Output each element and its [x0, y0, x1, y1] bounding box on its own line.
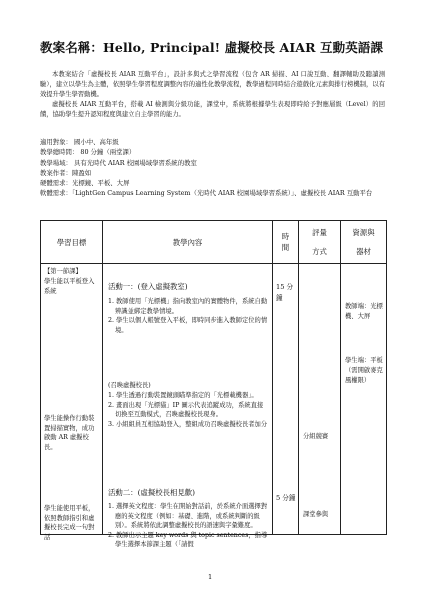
page-number: 1: [208, 573, 213, 581]
activity2-step: 1. 選擇英文程度：學生在開始對話前，於系統介面選擇對應的英文程度（例如：基礎、進階，或系統判斷的級別）。系統將依此調整虛擬校長的語速與字彙難度。: [108, 503, 268, 530]
table-header-row: [41, 221, 387, 264]
call-principal-label: (召喚虛擬校長): [108, 382, 151, 389]
call-step: 1. 學生透過行動裝置鏡頭瞄準指定的「光標載機器」。: [108, 392, 258, 399]
section-label: 【第一節課】: [44, 268, 82, 275]
meta-hardware: 硬體需求：光標鏡、平板、大屏: [40, 179, 130, 188]
header-goal: 學習目標: [41, 221, 103, 264]
lesson-meta: [40, 137, 385, 199]
header-eval-top: 評量: [312, 228, 327, 237]
meta-author: 教案作者：陳盈如: [40, 168, 92, 177]
activity2-step: 2. 教師出示主題 key words 與 topic sentences，指導學生選擇本節課主題（「請假: [108, 531, 268, 549]
activity2-steps: [108, 502, 268, 550]
goal-cell: [41, 264, 103, 541]
header-resources: [341, 221, 387, 264]
eval-participation: 課堂參與: [303, 511, 329, 518]
table-body-row: [41, 264, 387, 535]
activity1-title: 活動一：(登入虛擬教室): [108, 282, 188, 291]
activity1-step: 2. 學生以個人帳號登入平板，即時同步進入教師定位的情境。: [108, 317, 268, 334]
meta-software: 軟體需求：「LightGen Campus Learning System（光時代 AIAR 校園場域學習系統）」、虛擬校長 AIAR 互動平台: [40, 189, 373, 198]
header-res-top: 資源與: [352, 228, 375, 237]
lesson-plan-table: [40, 220, 387, 549]
resources-teacher: 教師端：光標機、大屏: [345, 303, 383, 321]
call-step: 3. 小組組員互相協助登入，整組成功召喚虛擬校長者加分: [108, 420, 268, 428]
header-time-label: 時間: [281, 232, 290, 252]
time-activity1: 15 分鐘: [276, 283, 294, 302]
time-cell: [273, 264, 299, 535]
call-step: 2. 畫面出現「光標貓」IP 圖示代表追蹤成功，系統直接切換至互動模式，召喚虛擬校長現身。: [108, 401, 264, 419]
content-cell: [103, 264, 273, 549]
intro-paragraph: 本教案結合「虛擬校長 AIAR 互動平台」，設計多與式之學習流程（包含 AR 掃描、AI 口說互動、翻譯輔助及聽讀測驗），建立以學生為主體，依照學生學習程度調整內容的適性化教學流程，教學過程同時結合遊戲化元素與排行榜機制，以有效提升學生學習動機。: [40, 71, 385, 98]
meta-venue: 教學場域： 具有光時代 AIAR 校園場域學習系統的教室: [40, 158, 197, 167]
goal-ar-scan: 學生能操作行動裝置掃描實物，成功啟動 AR 虛擬校長。: [44, 415, 95, 451]
header-res-bottom: 器材: [356, 247, 371, 256]
intro-paragraph: 虛擬校長 AIAR 互動平台，搭載 AI 檢測與分級功能，課堂中，系統將根據學生表現即時給予對應層級（Level）的回饋，協助學生提升認知程度與建立自主學習的能力。: [40, 101, 385, 118]
header-content: 教學內容: [103, 221, 273, 264]
activity1-step: 1. 教師使用「光標機」指向教室內的實體物件，系統自動辨識並綁定教學情境。: [108, 298, 268, 315]
meta-total-time: 教學總時間： 80 分鐘（兩堂課）: [40, 148, 136, 157]
header-eval: [299, 221, 341, 264]
goal-login: 學生能以平板登入系統: [44, 278, 95, 295]
page-title: 教案名稱：Hello, Principal! 虛擬校長 AIAR 互動英語課: [40, 40, 384, 55]
time-activity2: 5 分鐘: [276, 494, 296, 502]
call-principal-steps: [108, 391, 268, 429]
eval-group-competition: 分組競賽: [303, 433, 329, 440]
header-eval-bottom: 方式: [312, 247, 327, 256]
header-time: [273, 221, 299, 264]
eval-cell: [299, 264, 341, 535]
activity2-title: 活動二：(虛擬校長相見歡): [108, 488, 196, 497]
intro-section: [40, 70, 385, 120]
resources-student: 學生端：平板（需開啟麥克風權限）: [345, 357, 383, 385]
activity1-steps: [108, 297, 268, 335]
resources-cell: [341, 264, 387, 535]
goal-dialogue: 學生能使用平板，依照教師指引和虛擬校長完成一句對話: [44, 505, 95, 541]
meta-audience: 適用對象： 國小中、高年級: [40, 138, 119, 146]
